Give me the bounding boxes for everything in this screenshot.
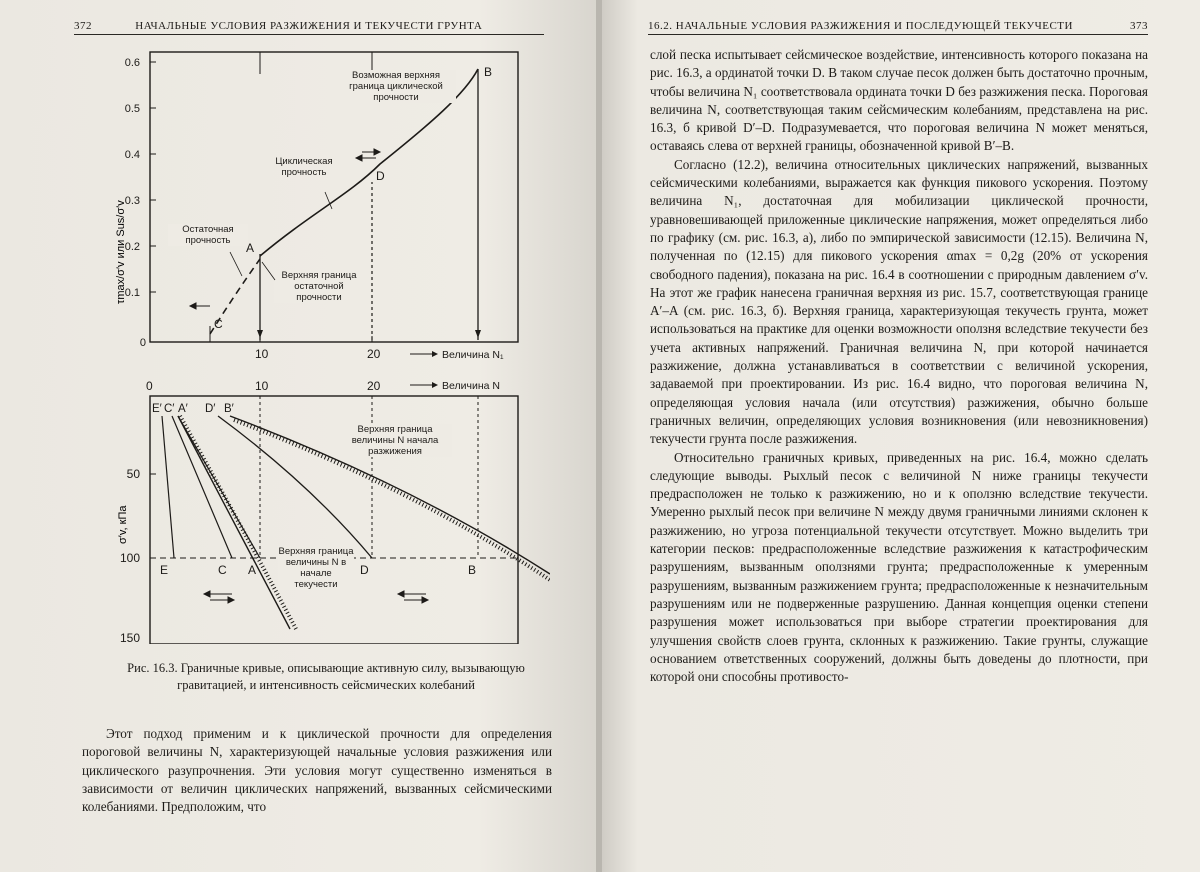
bottom-point-a: A [248, 563, 256, 577]
flow-boundary-note: Верхняя граница величины N в начале текучести [278, 546, 354, 602]
bottom-x-axis-label: Величина N [442, 380, 500, 392]
top-ytick-0.5: 0.5 [125, 103, 140, 115]
top-y-axis-label: τmax/σ′v или Sus/σ′v [115, 200, 127, 304]
figure-16-3 [110, 44, 550, 644]
bottom-point-c: C [218, 563, 227, 577]
bottom-point-e-prime: E′ [152, 403, 162, 415]
top-y-ticks [125, 57, 156, 349]
bottom-xtick-20: 20 [367, 379, 381, 393]
residual-strength-note: Остаточная прочность [168, 224, 248, 254]
top-ytick-0.3: 0.3 [125, 195, 140, 207]
right-head-title: 16.2. НАЧАЛЬНЫЕ УСЛОВИЯ РАЗЖИЖЕНИЯ И ПОСЛЕДУЮЩЕЙ ТЕКУЧЕСТИ [648, 20, 1073, 32]
left-paragraph-1: Этот подход применим и к циклической прочности для определения пороговой величины N, характеризующей начальные условия разжижения или циклического разупрочнения. Эти условия могут существенно изменяться в зависимости от величин циклических напряжений, вызванных сейсмическими колебаниями. Предположим, что [82, 725, 552, 816]
left-body-text [82, 725, 552, 816]
bottom-chart [117, 379, 550, 644]
bottom-point-e: E [160, 563, 168, 577]
right-body-text [650, 46, 1148, 686]
bottom-ytick-50: 50 [127, 467, 141, 481]
bottom-point-a-prime: A′ [178, 403, 188, 415]
left-page-number: 372 [74, 20, 92, 32]
bottom-point-b: B [468, 563, 476, 577]
top-ytick-0.1: 0.1 [125, 287, 140, 299]
upper-residual-note: Верхняя граница остаточной прочности [274, 270, 364, 312]
possible-upper-note: Возможная верхняя граница циклической прочности [336, 70, 456, 130]
bottom-y-axis-label: σ′v, кПа [117, 505, 129, 544]
line-e [162, 416, 174, 558]
top-ytick-0.6: 0.6 [125, 57, 140, 69]
right-page [602, 0, 1200, 872]
point-d-label: D [376, 169, 385, 183]
onset-boundary-note: Верхняя граница величины N начала разжижения [338, 424, 452, 466]
figure-caption: Рис. 16.3. Граничные кривые, описывающие активную силу, вызывающую гравитацией, и интенсивность сейсмических колебаний [96, 660, 556, 694]
point-b-label: B [484, 65, 492, 79]
flow-boundary-curve [178, 416, 290, 629]
point-c-label: C [214, 317, 223, 331]
top-chart [115, 52, 518, 361]
point-a-label: A [246, 241, 254, 255]
top-xtick-10: 10 [255, 347, 269, 361]
bottom-chart-frame [150, 396, 518, 644]
right-paragraph-1: слой песка испытывает сейсмическое воздействие, интенсивность которого показана на рис. 16.3, а ординатой точки D. В таком случае песок должен быть достаточно прочным, чтобы величина N₁ соответствовала ордината точки D без разжижения песка. Пороговая величина N, соответствующая таким сейсмическим колебаниям, представлена на рис. 16.3, б кривой D′–D. Подразумевается, что пороговая величина N может меняться, оставаясь слева от верхней границы, обозначенной кривой B′–B. [650, 46, 1148, 156]
right-paragraph-2: Согласно (12.2), величина относительных циклических напряжений, вызванных сейсмическими колебаниями, выражается как функция пикового ускорения. Поэтому величина N₁, достаточная для мобилизации циклической прочности, уравновешивающей приложенные циклические напряжения, может определяться либо по графику (см. рис. 16.3, а), либо по эмпирической зависимости (12.15). Величина N, полученная по (12.15) для пикового ускорения αmax = 0,2g (20% от ускорения свободного падения), показана на рис. 16.4 в соотношении с природным давлением σ′v. На этот же график нанесена граничная верхняя из рис. 15.7, соответствующая границе A′–A (см. рис. 16.3, б). Верхняя граница, характеризующая текучесть грунта, может использоваться на практике для оценки возможности оползня вследствие текучести без учета активных напряжений. Граничная величина N, при которой начинается разжижение, должна устанавливаться в соответствии с величиной ускорения, задаваемой при проектировании. Из рис. 16.4 видно, что пороговая величина N, определяющая условия начала (или отсутствия) разжижения, обычно больше граничных величин, определяющих условия возникновения (или невозникновения) текучести грунта после разжижения. [650, 156, 1148, 449]
right-paragraph-3: Относительно граничных кривых, приведенных на рис. 16.4, можно сделать следующие выводы. Рыхлый песок с величиной N ниже границы текучести предрасположен не только к разжижению, но и к оползню вследствие текучести. Умеренно рыхлый песок при величине N между двумя граничными линиями склонен к разжижению, но угроза потенциальной текучести отсутствует. Можно выделить три категории песков: предрасположенные вследствие разжижения к катастрофическим разрушениям, вызванным оползнями грунта; предрасположенные к умеренным разрушениям, вызванным разжижением грунта; предрасположенные к незначительным разрушениям или не подверженные разрушению. Данная концепция оценки степени разрушения может использоваться при выборе стратегии проектирования для улучшения свойств слоев грунта, склонных к разжижению. Такие грунты, служащие основанием ответственных сооружений, должны быть доведены до плотности, при которой они способны противосто- [650, 449, 1148, 687]
top-xtick-20: 20 [367, 347, 381, 361]
bottom-ytick-150: 150 [120, 631, 140, 644]
left-running-head [74, 20, 544, 35]
bottom-xtick-0: 0 [146, 379, 153, 393]
bottom-xtick-10: 10 [255, 379, 269, 393]
cyclic-strength-note: Циклическая прочность [268, 156, 340, 186]
bottom-point-b-prime: B′ [224, 403, 234, 415]
right-running-head [648, 20, 1148, 35]
left-head-title: НАЧАЛЬНЫЕ УСЛОВИЯ РАЗЖИЖЕНИЯ И ТЕКУЧЕСТИ ГРУНТА [135, 20, 482, 32]
line-c [172, 416, 232, 558]
bottom-point-d-prime: D′ [205, 403, 215, 415]
bottom-ytick-100: 100 [120, 551, 140, 565]
left-page [0, 0, 598, 872]
bottom-point-d: D [360, 563, 369, 577]
top-x-axis-label: Величина N₁ [442, 349, 504, 361]
top-ytick-0.4: 0.4 [125, 149, 140, 161]
top-ytick-0: 0 [140, 337, 146, 349]
top-ytick-0.2: 0.2 [125, 241, 140, 253]
bottom-point-c-prime: C′ [164, 403, 174, 415]
right-page-number: 373 [1130, 20, 1148, 32]
